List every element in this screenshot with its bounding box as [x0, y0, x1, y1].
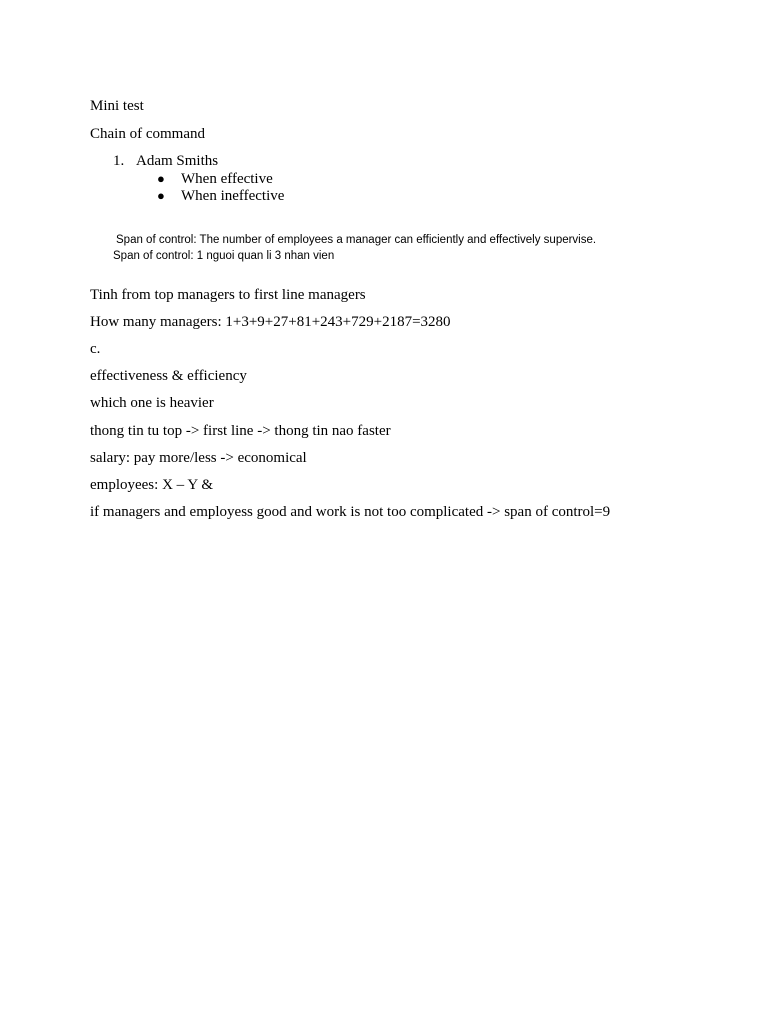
- list-item-text: Adam Smiths: [136, 153, 219, 169]
- bullet-item: [157, 187, 284, 205]
- paragraph: salary: pay more/less -> economical: [90, 450, 307, 466]
- paragraph: c.: [90, 341, 101, 357]
- bullet-text: When effective: [181, 171, 273, 187]
- bullet-text: When ineffective: [181, 188, 285, 204]
- paragraph: Tinh from top managers to first line managers: [90, 287, 366, 303]
- paragraph: which one is heavier: [90, 395, 214, 411]
- document-title: Mini test: [90, 98, 144, 114]
- paragraph: effectiveness & efficiency: [90, 368, 247, 384]
- bullet-icon: ●: [157, 188, 165, 203]
- note-ratio: Span of control: 1 nguoi quan li 3 nhan vien: [113, 250, 335, 262]
- note-definition: Span of control: The number of employees a manager can efficiently and effectively supervise.: [116, 234, 597, 246]
- list-number: 1.: [113, 153, 125, 169]
- paragraph: employees: X – Y &: [90, 477, 214, 493]
- paragraph: How many managers: 1+3+9+27+81+243+729+2187=3280: [90, 314, 451, 330]
- numbered-list-item: [113, 152, 218, 170]
- bullet-icon: ●: [157, 171, 165, 186]
- section-heading: Chain of command: [90, 126, 205, 142]
- paragraph: thong tin tu top -> first line -> thong tin nao faster: [90, 423, 391, 439]
- bullet-item: [157, 170, 273, 188]
- paragraph: if managers and employess good and work is not too complicated -> span of control=9: [90, 504, 611, 520]
